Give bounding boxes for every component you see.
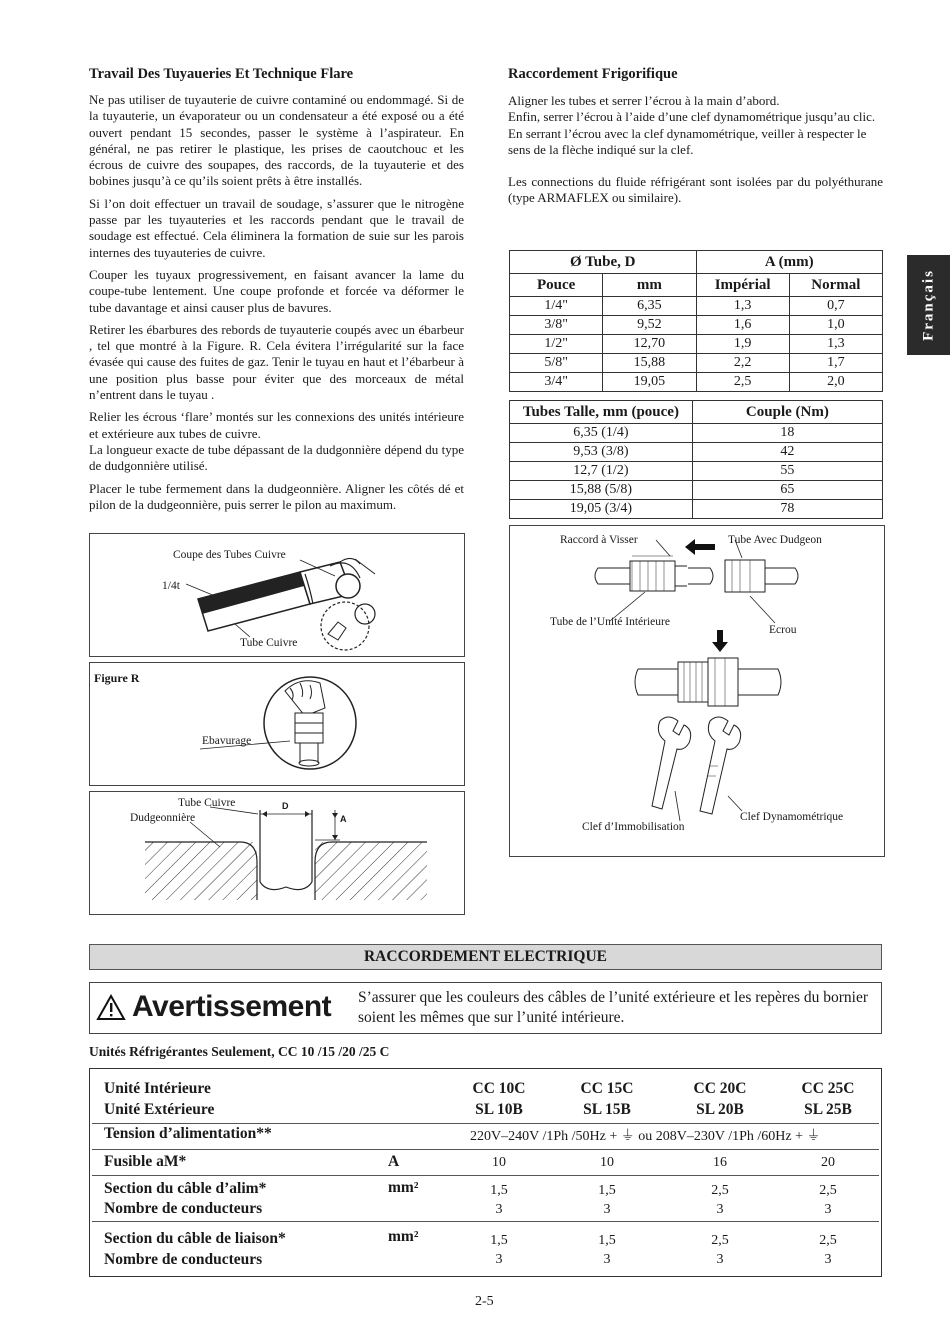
table1-sub-pouce: Pouce [510,274,603,297]
figure-pipe-cutter [89,533,465,657]
label-dimension-a: A [340,814,347,824]
left-para-7: Placer le tube fermement dans la dudgeonnière. Aligner les côtés dé et pilon de la dudgeonnière, puis serrer le pilon au maximum. [89,480,464,512]
table2-header-torque: Couple (Nm) [692,401,882,424]
language-tab [907,255,950,355]
left-para-2: Si l’on doit effectuer un travail de soudage, s’assurer que le nitrogène passe par les tuyauteries et les raccords pendant que le travail de soudage est effectué. Cela éliminera la formation de suie sur les parois internes des tuyauteries de cuivre. [89,195,464,260]
unit-ext-label: Unité Extérieure [104,1101,215,1118]
figure-connection [509,525,885,857]
supply-section-label: Section du câble d’alim* [104,1180,267,1197]
unit-int-label: Unité Intérieure [104,1080,211,1097]
label-nut: Ecrou [769,624,797,636]
right-para-3: En serrant l’écrou avec la clef dynamométrique, veiller à respecter le sens de la flèche indiqué sur la clef. [508,125,867,157]
model-column [553,1078,661,1267]
table1-header-tube: Ø Tube, D [510,251,697,274]
link-section-value: 2,5 [711,1233,729,1248]
page-number: 2-5 [475,1294,494,1309]
table2-cell: 42 [692,443,882,462]
supply-conductors-label: Nombre de conducteurs [104,1200,263,1217]
table-row [510,462,883,481]
table2-cell: 65 [692,481,882,500]
table2-cell: 78 [692,500,882,519]
link-conductors-value: 3 [495,1252,503,1267]
table1-cell: 1/4" [510,297,603,316]
table2-cell: 55 [692,462,882,481]
deburring-illustration [90,663,464,785]
model-column [665,1078,775,1267]
table1-cell: 1,6 [696,316,789,335]
table1-cell: 6,35 [603,297,696,316]
right-section [508,66,883,207]
table1-cell: 9,52 [603,316,696,335]
label-copper-tube: Tube Cuivre [240,637,298,649]
label-indoor-tube: Tube de l’Unité Intérieure [550,616,670,628]
label-torque-wrench: Clef Dynamométrique [740,811,844,823]
model-column [773,1078,883,1267]
model-ext: SL 25B [804,1101,852,1118]
table1-cell: 2,5 [696,373,789,392]
table1-sub-imperial: Impérial [696,274,789,297]
label-holding-wrench: Clef d’Immobilisation [582,821,685,833]
supply-section-value: 1,5 [490,1183,508,1198]
table1-cell: 3/8" [510,316,603,335]
model-ext: SL 20B [696,1101,744,1118]
supply-section-value: 2,5 [711,1183,729,1198]
figure-r-deburring [89,662,465,786]
electric-table [89,1068,882,1277]
table-row [510,443,883,462]
left-para-1: Ne pas utiliser de tuyauterie de cuivre contaminé ou endommagé. Si de la tuyauterie, un évaporateur ou un condensateur a été exposé ou a été ouvert pendant 15 secondes, passer le système à l’aspirateur. En général, ne pas retirer le plastique, les prises de caoutchouc et les écrous de cuivre des soupapes, des raccords, de la tuyauterie et des bobines jusqu’à ce qu’ils soient prêts à être installés. [89,92,464,189]
table-row [510,316,883,335]
table1-cell: 15,88 [603,354,696,373]
voltage-label: Tension d’alimentation** [104,1125,272,1142]
unit-labels [104,1078,214,1120]
link-section-value: 1,5 [490,1233,508,1248]
figure-flaring-tool [89,791,465,915]
model-column [445,1078,553,1267]
fuse-value: 10 [600,1155,614,1170]
table1-cell: 1,7 [789,354,882,373]
table1-cell: 1/2" [510,335,603,354]
fuse-unit: A [388,1153,400,1170]
right-para-4: Les connections du fluide réfrigérant sont isolées par du polyéthurane (type ARMAFLEX ou similaire). [508,174,883,206]
left-para-6: La longueur exacte de tube dépassant de la dudgonnière dépend du type de dudgonnière utilisé. [89,441,464,474]
table2-cell: 6,35 (1/4) [510,424,693,443]
label-quarter-turn: 1/4t [162,580,180,592]
flare-dimension-table [509,250,883,392]
table2-cell: 12,7 (1/2) [510,462,693,481]
link-conductors-value: 3 [716,1252,724,1267]
table-row [510,500,883,519]
table1-cell: 1,3 [789,335,882,354]
supply-conductors-value: 3 [495,1202,503,1217]
right-para-2: Enfin, serrer l’écrou à l’aide d’une clef dynamométrique jusqu’au clic. [508,109,876,125]
warning-word: Avertissement [132,990,332,1023]
table-row [510,373,883,392]
table2-cell: 19,05 (3/4) [510,500,693,519]
connection-illustration [510,526,884,856]
left-para-4: Retirer les ébarbures des rebords de tuyauterie coupés avec un ébarbeur , tel que montré à la Figure. R. Cela évitera l’irrégularité sur la face évasée qui cause des fuites de gaz. Tenir le tuyau en haut et l’ébarbeur à une position plus basse pour éviter que des morceaux de métal n’entrent dans le tuyau . [89,321,464,403]
table1-cell: 19,05 [603,373,696,392]
supply-conductors-value: 3 [603,1202,611,1217]
table2-cell: 9,53 (3/8) [510,443,693,462]
table-row [510,335,883,354]
right-title: Raccordement Frigorifique [508,66,678,82]
table2-cell: 18 [692,424,882,443]
link-conductors-label: Nombre de conducteurs [104,1251,263,1268]
table1-cell: 2,0 [789,373,882,392]
fuse-label: Fusible aM* [104,1153,187,1170]
warning-text: S’assurer que les couleurs des câbles de l’unité extérieure et les repères du bornier soient les mêmes que sur l’unité intérieure. [358,989,869,1026]
supply-section-value: 2,5 [819,1183,837,1198]
fuse-value: 10 [492,1155,506,1170]
table1-cell: 0,7 [789,297,882,316]
model-int: CC 25C [801,1080,855,1097]
table1-cell: 1,9 [696,335,789,354]
model-int: CC 10C [472,1080,526,1097]
table-row [510,354,883,373]
voltage-value: 220V–240V /1Ph /50Hz + ⏚ ou 208V–230V /1Ph /60Hz + ⏚ [470,1129,821,1144]
table-row [510,481,883,500]
electric-band-title: RACCORDEMENT ELECTRIQUE [363,948,607,965]
table2-cell: 15,88 (5/8) [510,481,693,500]
table1-header-a: A (mm) [696,251,883,274]
link-conductors-value: 3 [603,1252,611,1267]
table1-cell: 3/4" [510,373,603,392]
table1-cell: 1,0 [789,316,882,335]
link-section-value: 2,5 [819,1233,837,1248]
label-deburring: Ebavurage [202,735,252,747]
figure-r-title: Figure R [94,671,140,685]
warning-triangle-icon [96,994,126,1022]
torque-table [509,400,883,519]
label-screw-fitting: Raccord à Visser [560,534,638,546]
supply-labels [104,1179,266,1219]
link-section-label: Section du câble de liaison* [104,1230,286,1247]
supply-section-value: 1,5 [598,1183,616,1198]
label-dudgeon: Dudgeonnière [130,812,196,824]
fuse-value: 20 [821,1155,835,1170]
table2-header-size: Tubes Talle, mm (pouce) [510,401,693,424]
supply-unit: mm² [388,1179,419,1196]
supply-conductors-value: 3 [824,1202,832,1217]
link-labels [104,1228,286,1270]
link-section-value: 1,5 [598,1233,616,1248]
table1-cell: 12,70 [603,335,696,354]
link-unit: mm² [388,1228,419,1245]
table1-sub-mm: mm [603,274,696,297]
label-flared-tube: Tube Avec Dudgeon [728,534,822,546]
model-ext: SL 15B [583,1101,631,1118]
label-pipe-cutter: Coupe des Tubes Cuivre [173,549,286,561]
table1-cell: 5/8" [510,354,603,373]
electric-band [89,944,882,970]
model-int: CC 15C [580,1080,634,1097]
label-copper-tube-flare: Tube Cuivre [178,797,236,809]
model-int: CC 20C [693,1080,747,1097]
left-para-5: Relier les écrous ‘flare’ montés sur les connexions des unités intérieure et extérieure aux tubes de cuivre. [89,409,464,441]
label-dimension-d: D [282,801,289,811]
table-row [510,297,883,316]
supply-conductors-value: 3 [716,1202,724,1217]
table1-cell: 1,3 [696,297,789,316]
fuse-value: 16 [713,1155,727,1170]
model-ext: SL 10B [475,1101,523,1118]
left-section [89,66,464,519]
table1-sub-normal: Normal [789,274,882,297]
left-para-3: Couper les tuyaux progressivement, en faisant avancer la lame du coupe-tube lentement. Une coupe profonde et forcée va déformer le tube davantage et ainsi causer plus de bavures. [89,266,464,315]
flaring-tool-illustration [90,792,464,914]
link-conductors-value: 3 [824,1252,832,1267]
electric-subtitle: Unités Réfrigérantes Seulement, CC 10 /15 /20 /25 C [89,1044,390,1059]
language-tab-label: Français [920,269,936,341]
left-title: Travail Des Tuyaueries Et Technique Flare [89,66,354,82]
table1-cell: 2,2 [696,354,789,373]
warning-box [89,982,882,1034]
right-para-1: Aligner les tubes et serrer l’écrou à la main d’abord. [508,93,780,108]
table-row [510,424,883,443]
